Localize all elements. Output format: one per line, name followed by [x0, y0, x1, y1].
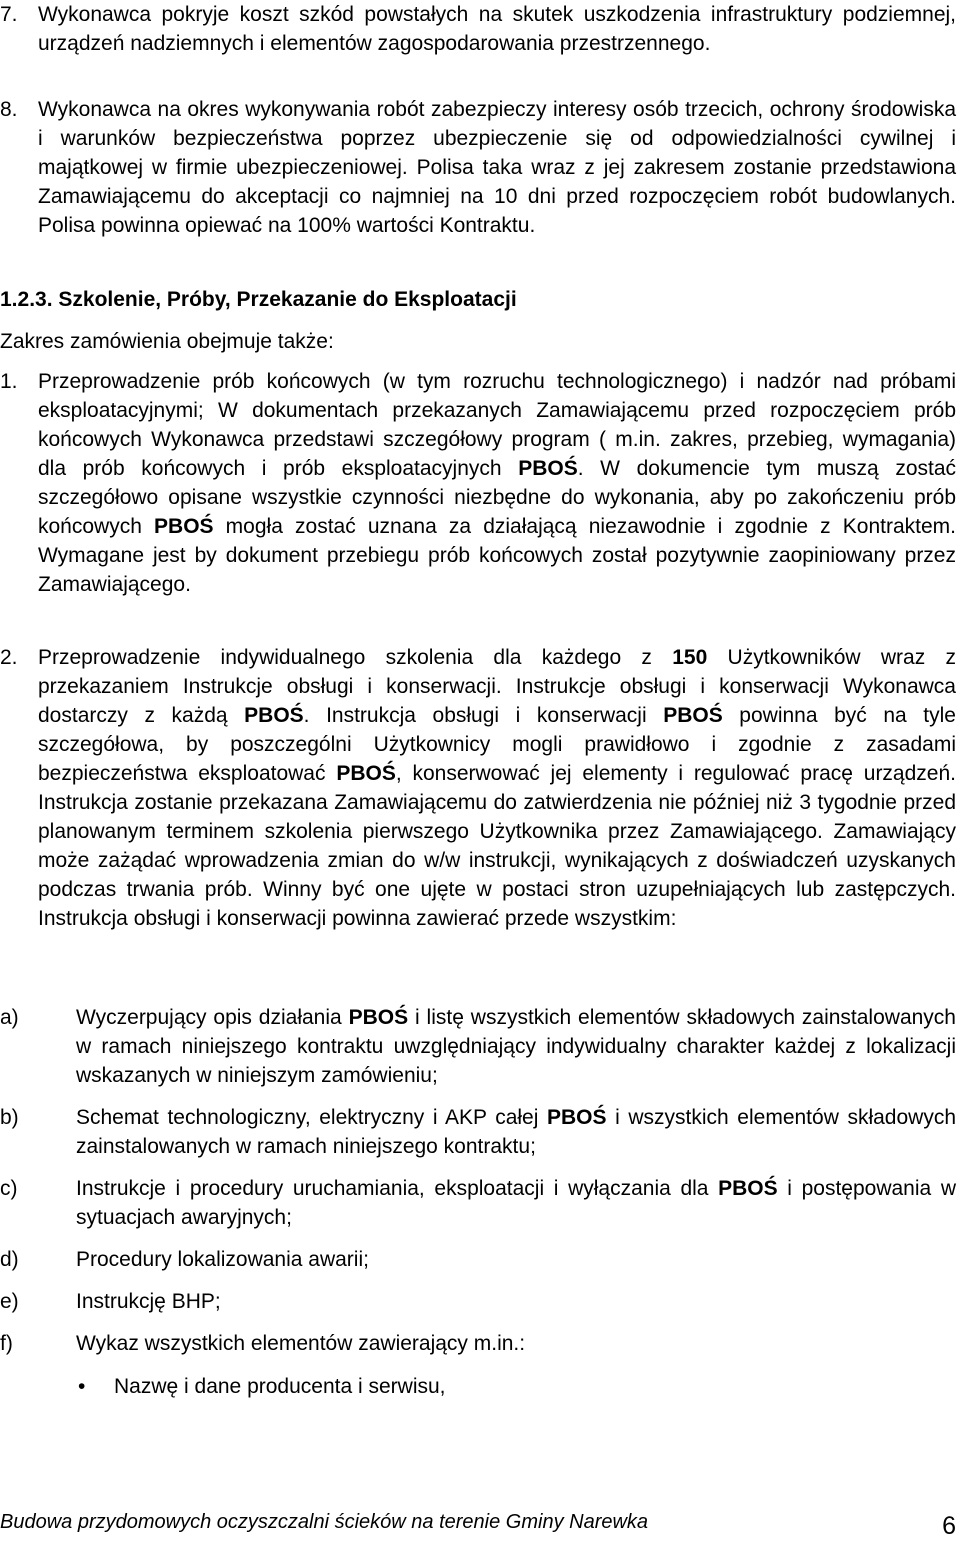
bold-text-segment: PBOŚ: [348, 1006, 409, 1029]
page-number: 6: [942, 1512, 956, 1540]
text-segment: Przeprowadzenie indywidualnego szkolenia dla każdego z: [38, 646, 673, 669]
subitem-text: [76, 1287, 956, 1316]
subitem-e: [0, 1287, 956, 1316]
subitem-text: [76, 1245, 956, 1274]
page-footer: [0, 1508, 956, 1540]
text-segment: Wykaz wszystkich elementów zawierający m.in.:: [76, 1332, 526, 1355]
subitem-letter: f): [0, 1332, 13, 1355]
text-segment: Schemat technologiczny, elektryczny i AKP całej: [76, 1106, 547, 1129]
point-text: [38, 367, 956, 599]
subitem-c: [0, 1174, 956, 1232]
bold-text-segment: PBOŚ: [663, 704, 723, 727]
point-1: [0, 367, 956, 599]
section-intro: Zakres zamówienia obejmuje także:: [0, 330, 334, 353]
point-2: [0, 643, 956, 933]
text-segment: i postępowania w sytuacjach awaryjnych;: [76, 1177, 957, 1229]
subitem-letter: d): [0, 1248, 19, 1271]
text-segment: Procedury lokalizowania awarii;: [76, 1248, 369, 1271]
point-number: 2.: [0, 646, 18, 669]
subitem-letter: c): [0, 1177, 18, 1200]
footer-title: Budowa przydomowych oczyszczalni ścieków na terenie Gminy Narewka: [0, 1511, 649, 1533]
text-segment: Instrukcje i procedury uruchamiania, eksploatacji i wyłączania dla: [76, 1177, 719, 1200]
subitem-text: [76, 1329, 956, 1358]
point-number: 1.: [0, 370, 18, 393]
text-segment: i listę wszystkich elementów składowych zainstalowanych w ramach niniejszego kontraktu uwzględniający indywidualny charakter każdej z lokalizacji wskazanych w niniejszym zamówieniu;: [76, 1006, 956, 1087]
list-item-8: [0, 95, 956, 240]
text-segment: Użytkowników wraz z przekazaniem Instrukcje obsługi i konserwacji. Instrukcje obsługi i konserwacji Wykonawca dostarczy z każdą: [38, 646, 956, 727]
bullet-text: Nazwę i dane producenta i serwisu,: [114, 1375, 446, 1398]
bold-text-segment: PBOŚ: [336, 762, 396, 785]
list-item-text: Wykonawca na okres wykonywania robót zabezpieczy interesy osób trzecich, ochrony środowiska i warunków bezpieczeństwa poprzez ubezpieczenie się od odpowiedzialności cywilnej i majątkowej w firmie ubezpieczeniowej. Polisa taka wraz z jej zakresem zostanie przedstawiona Zamawiającemu do akceptacji co najmniej na 10 dni przed rozpoczęciem robót budowlanych. Polisa powinna opiewać na 100% wartości Kontraktu.: [38, 98, 956, 237]
text-segment: mogła zostać uznana za działającą niezawodnie i zgodnie z Kontraktem. Wymagane jest by dokument przebiegu prób końcowych został pozytywnie zaopiniowany przez Zamawiającego.: [38, 515, 956, 596]
subitem-text: [76, 1103, 956, 1161]
subitem-letter: a): [0, 1006, 19, 1029]
bullet-icon: •: [78, 1375, 86, 1398]
bold-text-segment: PBOŚ: [547, 1106, 607, 1129]
list-item-7: [0, 0, 956, 58]
subitem-letter: e): [0, 1290, 19, 1313]
text-segment: powinna być na tyle szczegółowa, by poszczególni Użytkownicy mogli prawidłowo i zgodnie z zasadami bezpieczeństwa eksploatować: [38, 704, 956, 785]
section-number: 1.2.3.: [0, 288, 53, 311]
subitem-letter: b): [0, 1106, 19, 1129]
bold-text-segment: PBOŚ: [244, 704, 304, 727]
subitem-b: [0, 1103, 956, 1161]
section-title: Szkolenie, Próby, Przekazanie do Eksploatacji: [58, 288, 517, 311]
bold-text-segment: PBOŚ: [518, 457, 578, 480]
point-text: [38, 643, 956, 933]
text-segment: Instrukcję BHP;: [76, 1290, 221, 1313]
text-segment: . Instrukcja obsługi i konserwacji: [303, 704, 664, 727]
list-item-text: Wykonawca pokryje koszt szkód powstałych na skutek uszkodzenia infrastruktury podziemnej, urządzeń nadziemnych i elementów zagospodarowania przestrzennego.: [38, 3, 956, 55]
bold-text-segment: PBOŚ: [718, 1177, 778, 1200]
subitem-text: [76, 1003, 956, 1090]
list-number: 7.: [0, 3, 18, 26]
subitem-text: [76, 1174, 956, 1232]
subitem-a: [0, 1003, 956, 1090]
bold-text-segment: 150: [672, 646, 708, 669]
list-number: 8.: [0, 98, 18, 121]
bullet-item: [78, 1372, 938, 1401]
subitem-d: [0, 1245, 956, 1274]
text-segment: Wyczerpujący opis działania: [76, 1006, 349, 1029]
bold-text-segment: PBOŚ: [154, 515, 214, 538]
text-segment: , konserwować jej elementy i regulować pracę urządzeń. Instrukcja zostanie przekazana Zamawiającemu do zatwierdzenia nie później niż 3 tygodnie przed planowanym terminem szkolenia pierwszego Użytkownika przez Zamawiającego. Zamawiający może zażądać wprowadzenia zmian do w/w instrukcji, wynikających z doświadczeń uzyskanych podczas trwania prób. Winny być one ujęte w postaci stron uzupełniających lub zastępczych. Instrukcja obsługi i konserwacji powinna zawierać przede wszystkim:: [38, 762, 956, 930]
subitem-f: [0, 1329, 956, 1358]
text-segment: . W dokumencie tym muszą zostać szczegółowo opisane wszystkie czynności niezbędne do wykonania, aby po zakończeniu prób końcowych: [38, 457, 957, 538]
text-segment: Przeprowadzenie prób końcowych (w tym rozruchu technologicznego) i nadzór nad próbami eksploatacyjnymi; W dokumentach przekazanych Zamawiającemu przed rozpoczęciem prób końcowych Wykonawca przedstawi szczegółowy program ( m.in. zakres, przebieg, wymagania) dla prób końcowych i prób eksploatacyjnych: [38, 370, 956, 480]
section-heading: [0, 285, 517, 314]
text-segment: i wszystkich elementów składowych zainstalowanych w ramach niniejszego kontraktu;: [76, 1106, 956, 1158]
